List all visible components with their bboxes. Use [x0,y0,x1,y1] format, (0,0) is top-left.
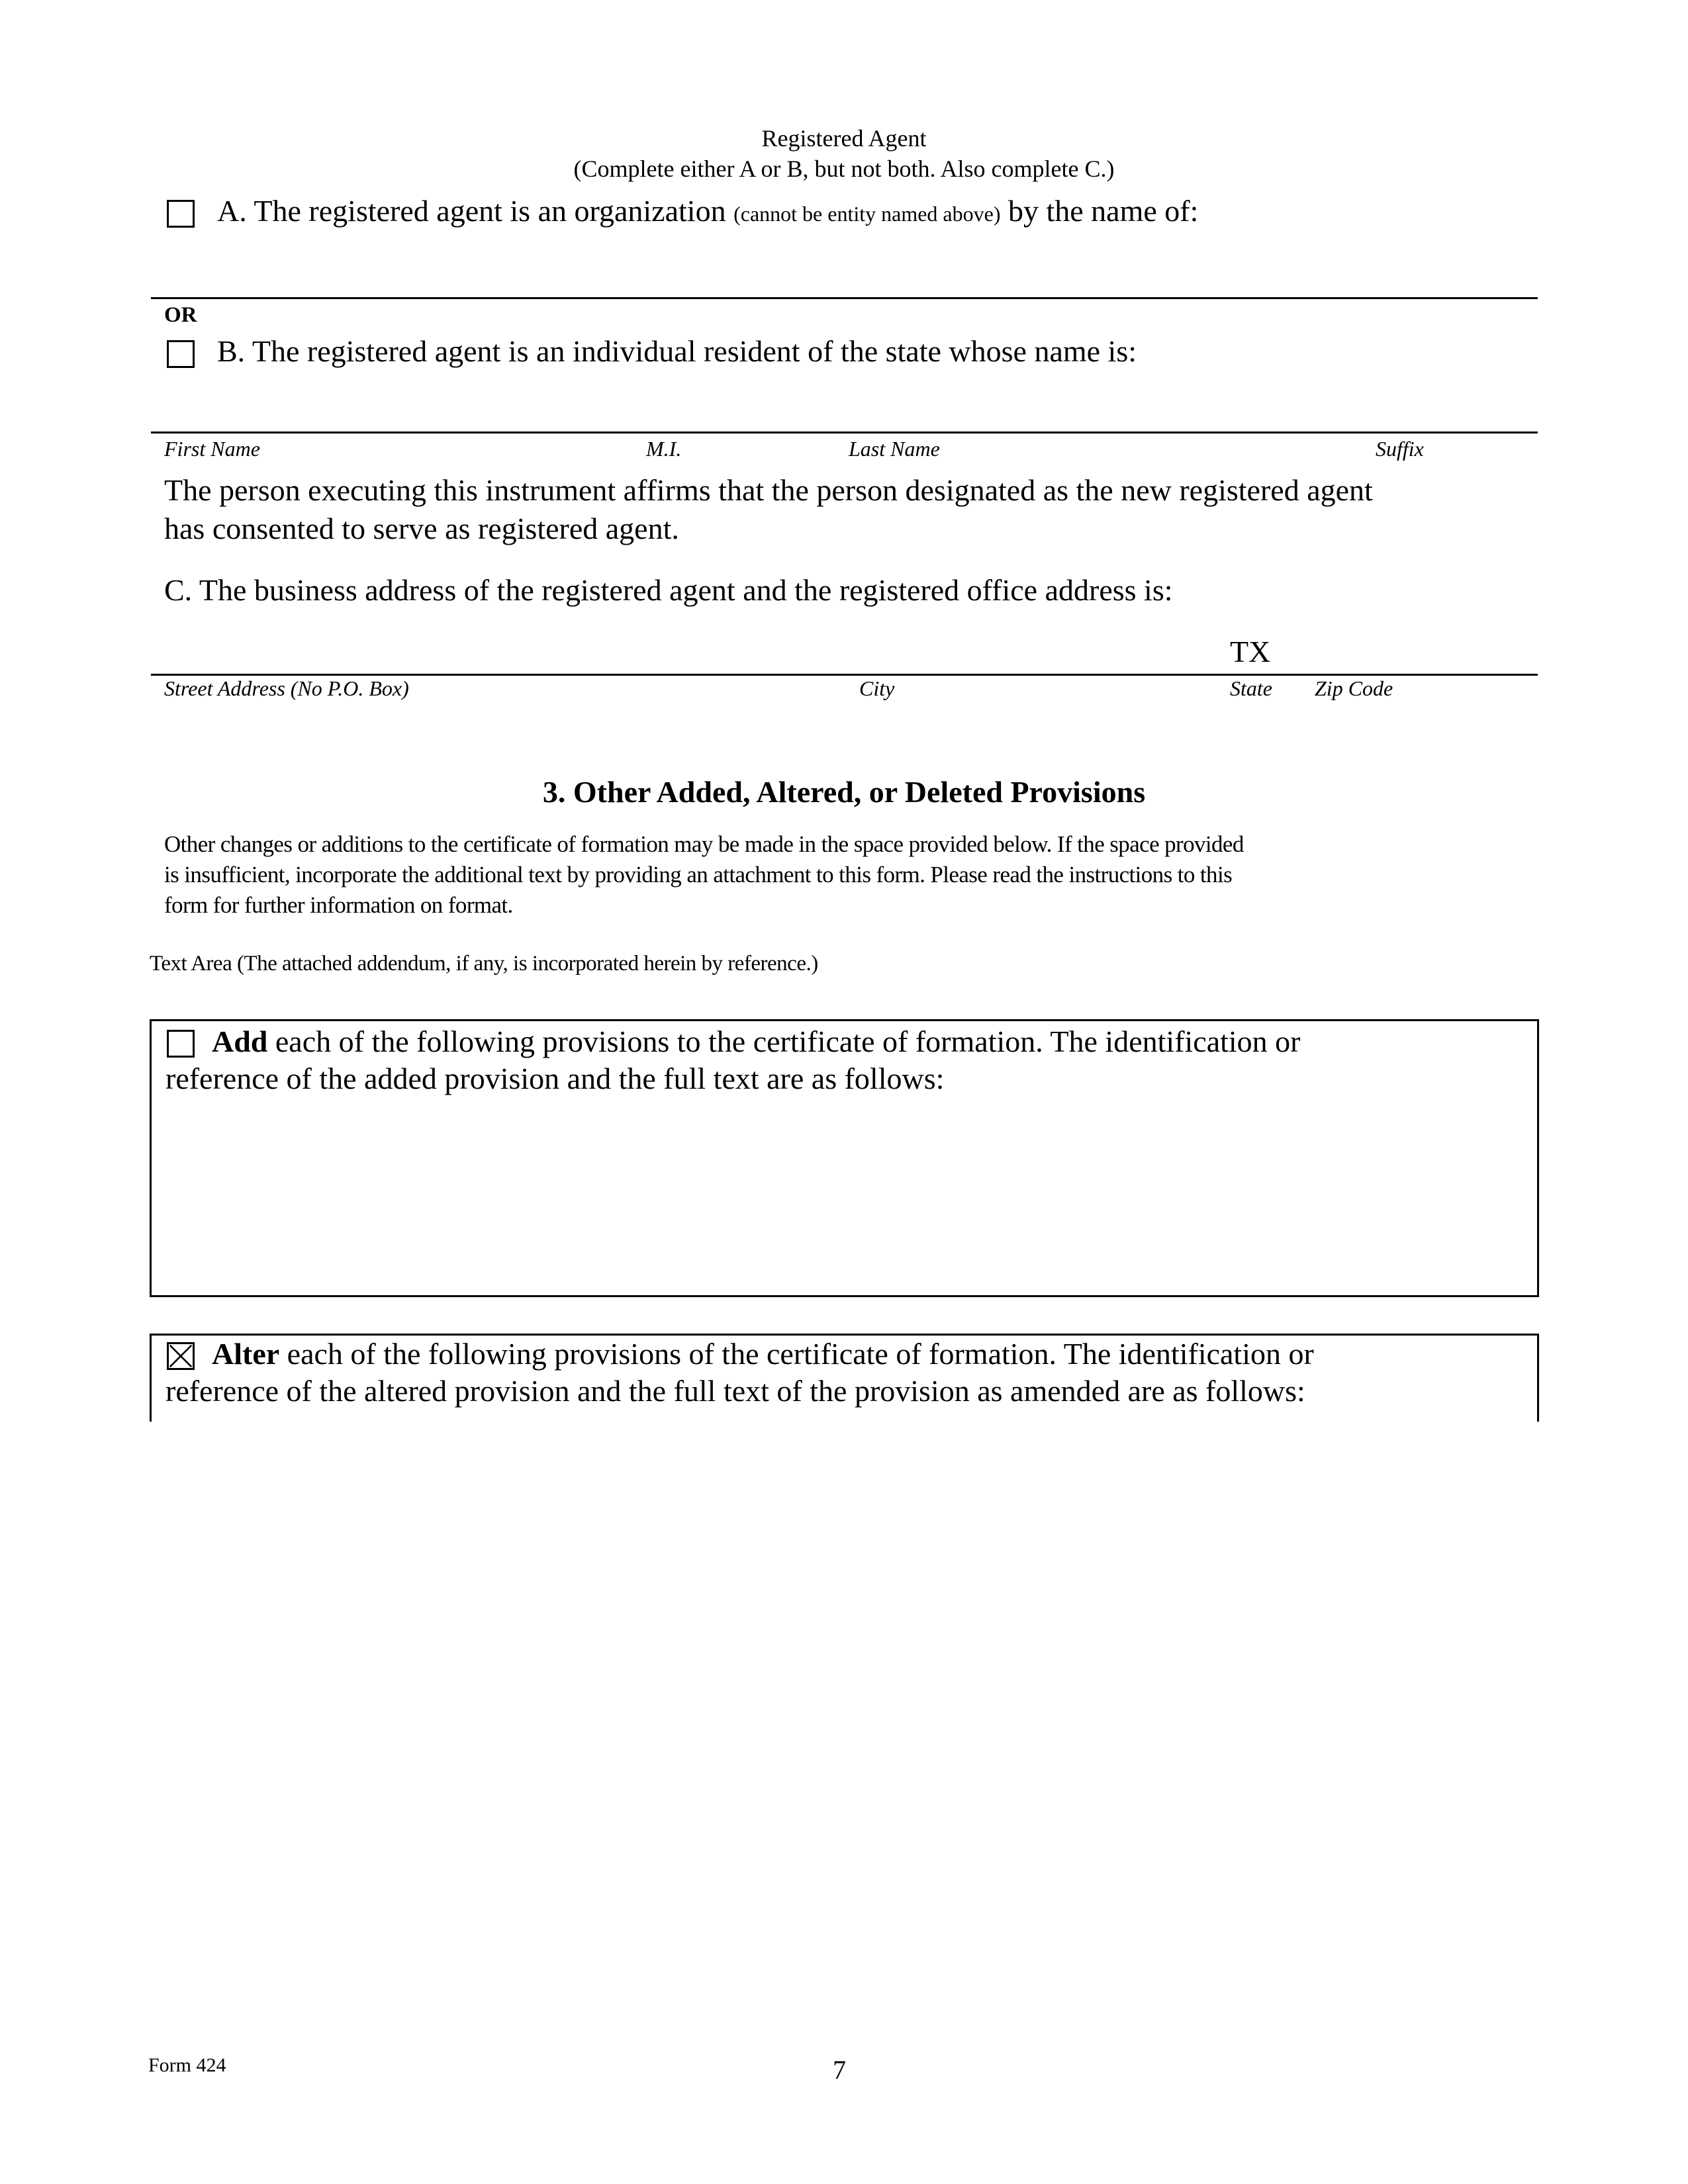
city-label: City [859,676,895,700]
section-3-para-line-2: is insufficient, incorporate the additional text by providing an attachment to this form. Please read the instructions to this [164,862,1233,887]
alter-line-2: reference of the altered provision and the full text of the provision as amended are as follows: [165,1374,1305,1408]
option-a-checkbox[interactable] [167,200,195,228]
option-a-letter: A. [217,194,247,228]
alter-box-right-border [1537,1334,1539,1422]
section-3-heading: 3. Other Added, Altered, or Deleted Provisions [542,775,1146,809]
individual-name-line[interactable] [151,432,1538,433]
affirmation-line-1: The person executing this instrument affirms that the person designated as the new registered agent [164,473,1373,507]
add-line-1-text: each of the following provisions to the certificate of formation. The identification or [267,1024,1301,1058]
street-address-label: Street Address (No P.O. Box) [164,676,409,700]
suffix-label: Suffix [1376,437,1424,461]
last-name-label: Last Name [849,437,940,461]
page-number: 7 [833,2055,846,2085]
option-c-text: C. The business address of the registered agent and the registered office address is: [164,573,1173,607]
affirmation-line-2: has consented to serve as registered agent. [164,512,679,545]
section-3-para-line-1: Other changes or additions to the certificate of formation may be made in the space provided below. If the space provided [164,831,1244,857]
text-area-label: Text Area (The attached addendum, if any, is incorporated herein by reference.) [150,952,818,976]
option-b-text [217,334,1137,369]
or-label: OR [164,303,197,327]
form-label: Form 424 [148,2054,226,2076]
mi-label: M.I. [646,437,682,461]
add-checkbox[interactable] [167,1030,195,1058]
option-a-text [217,193,1198,228]
option-a-name-line[interactable] [151,297,1538,299]
option-b-checkbox[interactable] [167,340,195,368]
alter-box-left-border [150,1334,152,1422]
alter-line-1 [212,1336,1314,1373]
state-label: State [1230,676,1272,700]
alter-checkbox[interactable] [167,1342,195,1370]
zip-code-label: Zip Code [1315,676,1393,700]
option-a-text-2: by the name of: [1008,194,1199,228]
section-3-para-line-3: form for further information on format. [164,892,513,918]
first-name-label: First Name [164,437,260,461]
alter-line-1-text: each of the following provisions of the certificate of formation. The identification or [279,1337,1314,1371]
state-value: TX [1230,635,1271,668]
checkbox-x-icon [169,1344,193,1368]
add-bold-label: Add [212,1024,268,1058]
option-b-text-body: The registered agent is an individual resident of the state whose name is: [252,334,1137,368]
add-line-1 [212,1023,1301,1060]
registered-agent-title: Registered Agent [761,125,927,152]
address-line[interactable] [151,674,1538,676]
alter-bold-label: Alter [212,1337,280,1371]
option-b-letter: B. [217,334,246,368]
option-a-text-1: The registered agent is an organization [254,194,726,228]
option-a-text-small: (cannot be entity named above) [733,202,1001,226]
registered-agent-instruction: (Complete either A or B, but not both. Also complete C.) [573,156,1115,182]
add-line-2: reference of the added provision and the full text are as follows: [165,1062,945,1095]
